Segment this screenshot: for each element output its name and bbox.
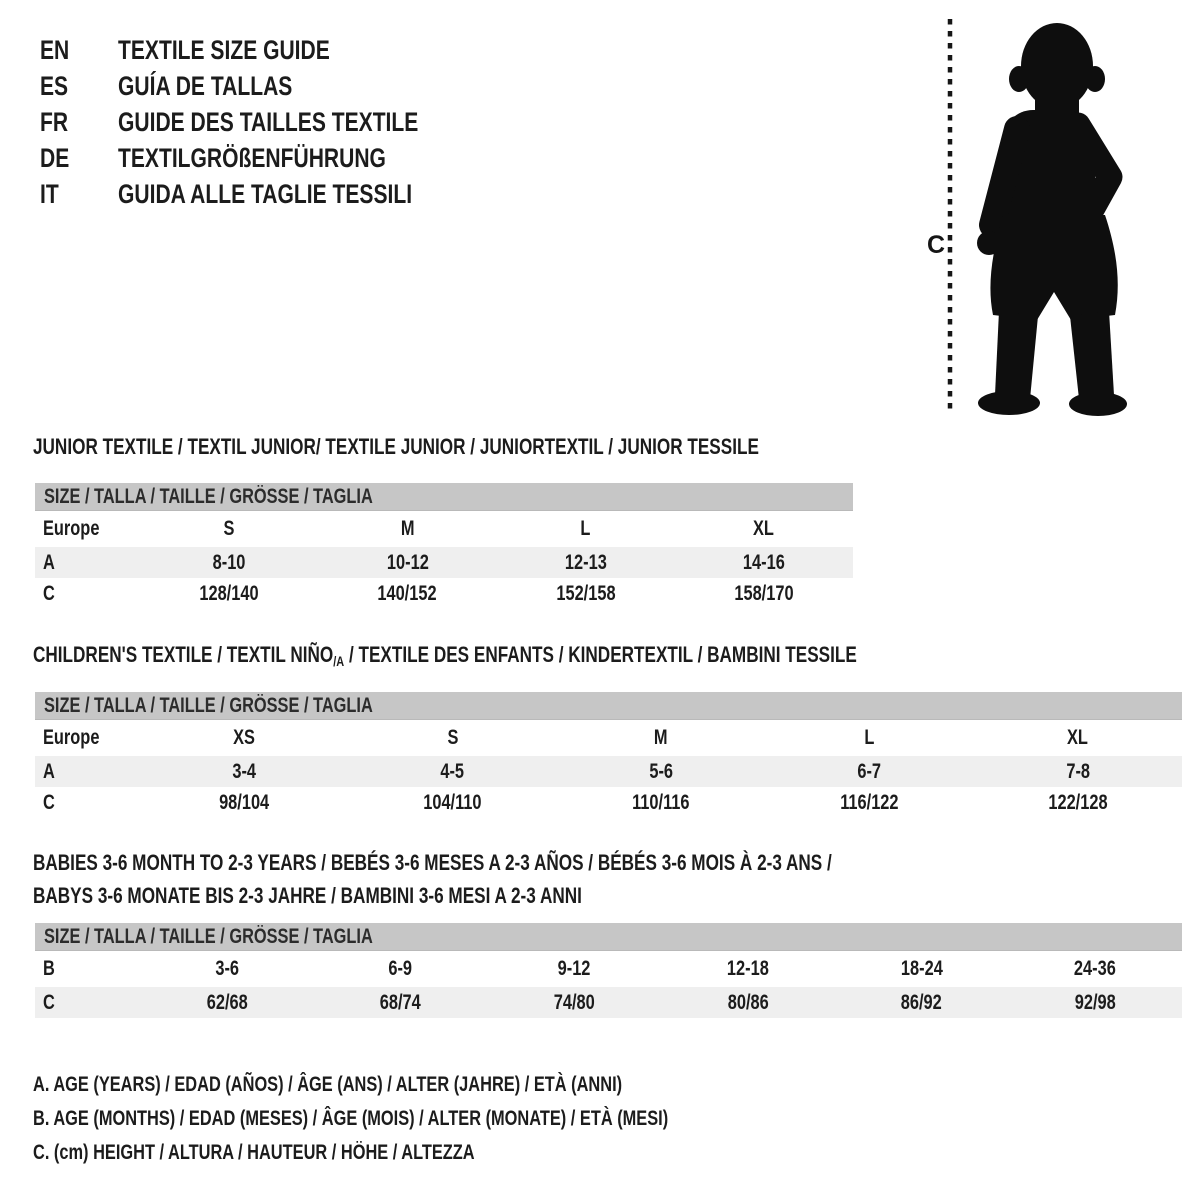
table-row-europe [35,720,1182,756]
months-cell: 6-9 [388,957,413,980]
months-cell: 9-12 [557,957,591,980]
size-cell: XL [753,517,775,540]
height-cell: 98/104 [219,790,270,814]
row-label: A [43,550,55,574]
height-cell: 140/152 [377,581,437,605]
legend-line-b: B. AGE (MONTHS) / EDAD (MESES) / ÂGE (MOIS) / ALTER (MONATE) / ETÀ (MESI) [33,1107,669,1130]
lang-code-it: IT [40,178,59,209]
age-cell: 7-8 [1065,759,1090,783]
age-cell: 12-13 [564,550,607,574]
toddler-silhouette-icon [977,23,1127,416]
size-cell: L [864,726,875,749]
legend-line-c: C. (cm) HEIGHT / ALTURA / HAUTEUR / HÖHE / ALTEZZA [33,1141,475,1164]
table-row-age [35,547,853,578]
table-row-europe [35,511,853,547]
children-section-title: CHILDREN'S TEXTILE / TEXTIL NIÑO/A / TEXTILE DES ENFANTS / KINDERTEXTIL / BAMBINI TESSILE [33,642,857,669]
lang-row-en [40,32,503,68]
lang-title-it: GUIDA ALLE TAGLIE TESSILI [118,178,413,209]
lang-title-es: GUÍA DE TALLAS [118,70,293,101]
height-cell: 128/140 [199,581,259,605]
nino-a-subscript: /A [333,653,345,669]
age-cell: 5-6 [649,759,673,783]
height-cell: 62/68 [206,990,248,1014]
lang-title-fr: GUIDE DES TAILLES TEXTILE [118,106,419,137]
language-title-list [40,32,503,212]
babies-section-title: BABIES 3-6 MONTH TO 2-3 YEARS / BEBÉS 3-6 MESES A 2-3 AÑOS / BÉBÉS 3-6 MOIS À 2-3 ANS / BABYS 3-6 MONATE BIS 2-3 JAHRE / BAMBINI 3-6 MESI A 2-3 ANNI [33,850,832,908]
months-cell: 24-36 [1074,957,1117,980]
age-cell: 4-5 [440,759,465,783]
row-label: A [43,759,55,783]
lang-title-de: TEXTILGRÖßENFÜHRUNG [118,142,386,173]
lang-row-fr [40,104,503,140]
age-cell: 6-7 [857,759,882,783]
children-size-table [35,692,1182,818]
junior-size-table [35,483,853,609]
height-cell: 122/128 [1048,790,1108,814]
size-cell: L [580,517,591,540]
height-cell: 110/116 [632,790,690,814]
lang-code-fr: FR [40,106,69,137]
legend-line-a: A. AGE (YEARS) / EDAD (AÑOS) / ÂGE (ANS) / ALTER (JAHRE) / ETÀ (ANNI) [33,1073,623,1096]
lang-row-es [40,68,503,104]
height-cell: 116/122 [840,790,899,814]
lang-title-en: TEXTILE SIZE GUIDE [118,34,330,65]
measure-legend [33,1068,847,1170]
table-row-height [35,578,853,609]
babies-table-header [35,923,1182,951]
age-cell: 8-10 [212,550,246,574]
toddler-figure [920,14,1150,420]
height-cell: 152/158 [556,581,616,605]
size-header-label: SIZE / TALLA / TAILLE / GRÖSSE / TAGLIA [44,693,373,717]
size-cell: S [223,517,235,540]
row-label: C [43,581,55,605]
lang-code-es: ES [40,70,69,101]
table-row-age [35,756,1182,787]
months-cell: 3-6 [214,957,239,980]
row-label: C [43,990,55,1014]
age-cell: 3-4 [232,759,257,783]
lang-row-de [40,140,503,176]
junior-table-header [35,483,853,511]
height-cell: 158/170 [734,581,794,605]
lang-row-it [40,176,503,212]
table-row-height [35,987,1182,1018]
size-header-label: SIZE / TALLA / TAILLE / GRÖSSE / TAGLIA [44,484,373,508]
size-cell: XS [233,726,256,749]
row-label: C [43,790,55,814]
table-row-months [35,951,1182,987]
size-cell: M [654,726,668,749]
months-cell: 18-24 [900,957,943,980]
height-cell: 104/110 [423,790,482,814]
months-cell: 12-18 [726,957,769,980]
lang-code-de: DE [40,142,70,173]
height-cell: 68/74 [380,990,421,1014]
size-header-label: SIZE / TALLA / TAILLE / GRÖSSE / TAGLIA [44,924,373,948]
junior-section-title: JUNIOR TEXTILE / TEXTIL JUNIOR/ TEXTILE JUNIOR / JUNIORTEXTIL / JUNIOR TESSILE [33,434,759,459]
lang-code-en: EN [40,34,70,65]
height-cell: 92/98 [1074,990,1116,1014]
age-cell: 10-12 [386,550,429,574]
size-cell: S [447,726,459,749]
table-row-height [35,787,1182,818]
height-cell: 74/80 [553,990,595,1014]
size-cell: XL [1067,726,1089,749]
babies-size-table [35,923,1182,1018]
row-label: B [43,957,55,980]
age-cell: 14-16 [742,550,785,574]
size-cell: M [400,517,415,540]
row-label: Europe [43,726,100,749]
height-cell: 80/86 [727,990,769,1014]
children-table-header [35,692,1182,720]
height-cell: 86/92 [901,990,943,1014]
height-measure-label: C [927,231,946,259]
row-label: Europe [43,517,100,540]
